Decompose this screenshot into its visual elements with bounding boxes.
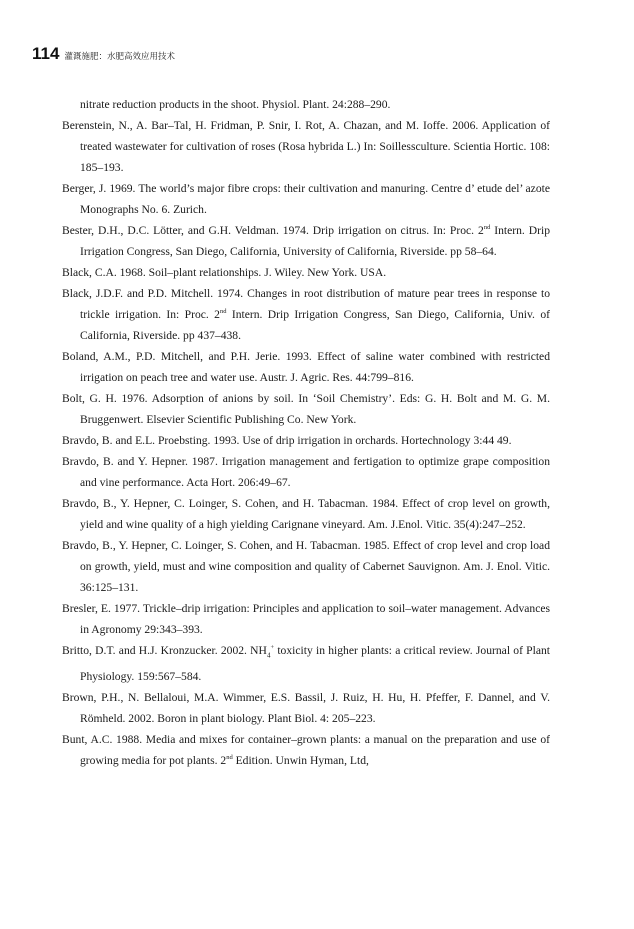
reference-entry: Brown, P.H., N. Bellaloui, M.A. Wimmer, E.S. Bassil, J. Ruiz, H. Hu, H. Pfeffer, F. Dannel, and V. Römheld. 2002. Boron in plant biology. Plant Biol. 4: 205–223. bbox=[62, 691, 550, 726]
reference-entry: Berger, J. 1969. The world’s major fibre crops: their cultivation and manuring. Centre d’ etude del’ azote Monographs No. 6. Zurich. bbox=[62, 182, 550, 216]
reference-entry: Bolt, G. H. 1976. Adsorption of anions by soil. In ‘Soil Chemistry’. Eds: G. H. Bolt and M. G. M. Bruggenwert. Elsevier Scientific Publishing Co. New York. bbox=[62, 392, 550, 426]
reference-entry: Bravdo, B. and E.L. Proebsting. 1993. Use of drip irrigation in orchards. Hortechnology 3:44 49. bbox=[62, 434, 512, 447]
reference-entry: Bunt, A.C. 1988. Media and mixes for container–grown plants: a manual on the preparation and use of growing media for pot plants. 2nd Edition. Unwin Hyman, Ltd, bbox=[62, 733, 550, 768]
page-number: 114 bbox=[32, 44, 60, 63]
reference-entry-continuation: nitrate reduction products in the shoot. Physiol. Plant. 24:288–290. bbox=[80, 98, 391, 111]
reference-list bbox=[62, 94, 550, 771]
reference-entry: Black, J.D.F. and P.D. Mitchell. 1974. Changes in root distribution of mature pear trees in response to trickle irrigation. In: Proc. 2nd Intern. Drip Irrigation Congress, San Diego, California, Univ. of California, Riverside. pp 437–438. bbox=[62, 287, 550, 342]
running-head: 灌溉施肥：水肥高效应用技术 bbox=[64, 52, 175, 62]
reference-entry: Bravdo, B. and Y. Hepner. 1987. Irrigation management and fertigation to optimize grape composition and vine performance. Acta Hort. 206:49–67. bbox=[62, 455, 550, 489]
reference-entry: Bravdo, B., Y. Hepner, C. Loinger, S. Cohen, and H. Tabacman. 1985. Effect of crop level and crop load on growth, yield, must and wine composition and quality of Cabernet Sauvignon. Am. J. Enol. Vitic. 36:125–131. bbox=[62, 539, 550, 594]
reference-entry: Bresler, E. 1977. Trickle–drip irrigation: Principles and application to soil–water management. Advances in Agronomy 29:343–393. bbox=[62, 602, 550, 636]
reference-entry: Berenstein, N., A. Bar–Tal, H. Fridman, P. Snir, I. Rot, A. Chazan, and M. Ioffe. 2006. Application of treated wastewater for cultivation of roses (Rosa hybrida L.) In: Soillessculture. Scientia Hortic. 108: 185–193. bbox=[62, 119, 550, 174]
page-header bbox=[32, 44, 175, 64]
reference-entry: Britto, D.T. and H.J. Kronzucker. 2002. $NH_4^+$ toxicity in higher plants: a critical review. Journal of Plant Physiology. 159:567–584. bbox=[62, 644, 550, 684]
reference-entry: Boland, A.M., P.D. Mitchell, and P.H. Jerie. 1993. Effect of saline water combined with restricted irrigation on peach tree and water use. Austr. J. Agric. Res. 44:799–816. bbox=[62, 350, 550, 384]
reference-entry: Bester, D.H., D.C. Lötter, and G.H. Veldman. 1974. Drip irrigation on citrus. In: Proc. 2nd Intern. Drip Irrigation Congress, San Diego, California, University of California, Riverside. pp 58–64. bbox=[62, 224, 550, 258]
reference-entry: Bravdo, B., Y. Hepner, C. Loinger, S. Cohen, and H. Tabacman. 1984. Effect of crop level on growth, yield and wine quality of a high yielding Carignane vineyard. Am. J.Enol. Vitic. 35(4):247–252. bbox=[62, 497, 550, 531]
reference-entry: Black, C.A. 1968. Soil–plant relationships. J. Wiley. New York. USA. bbox=[62, 266, 387, 279]
